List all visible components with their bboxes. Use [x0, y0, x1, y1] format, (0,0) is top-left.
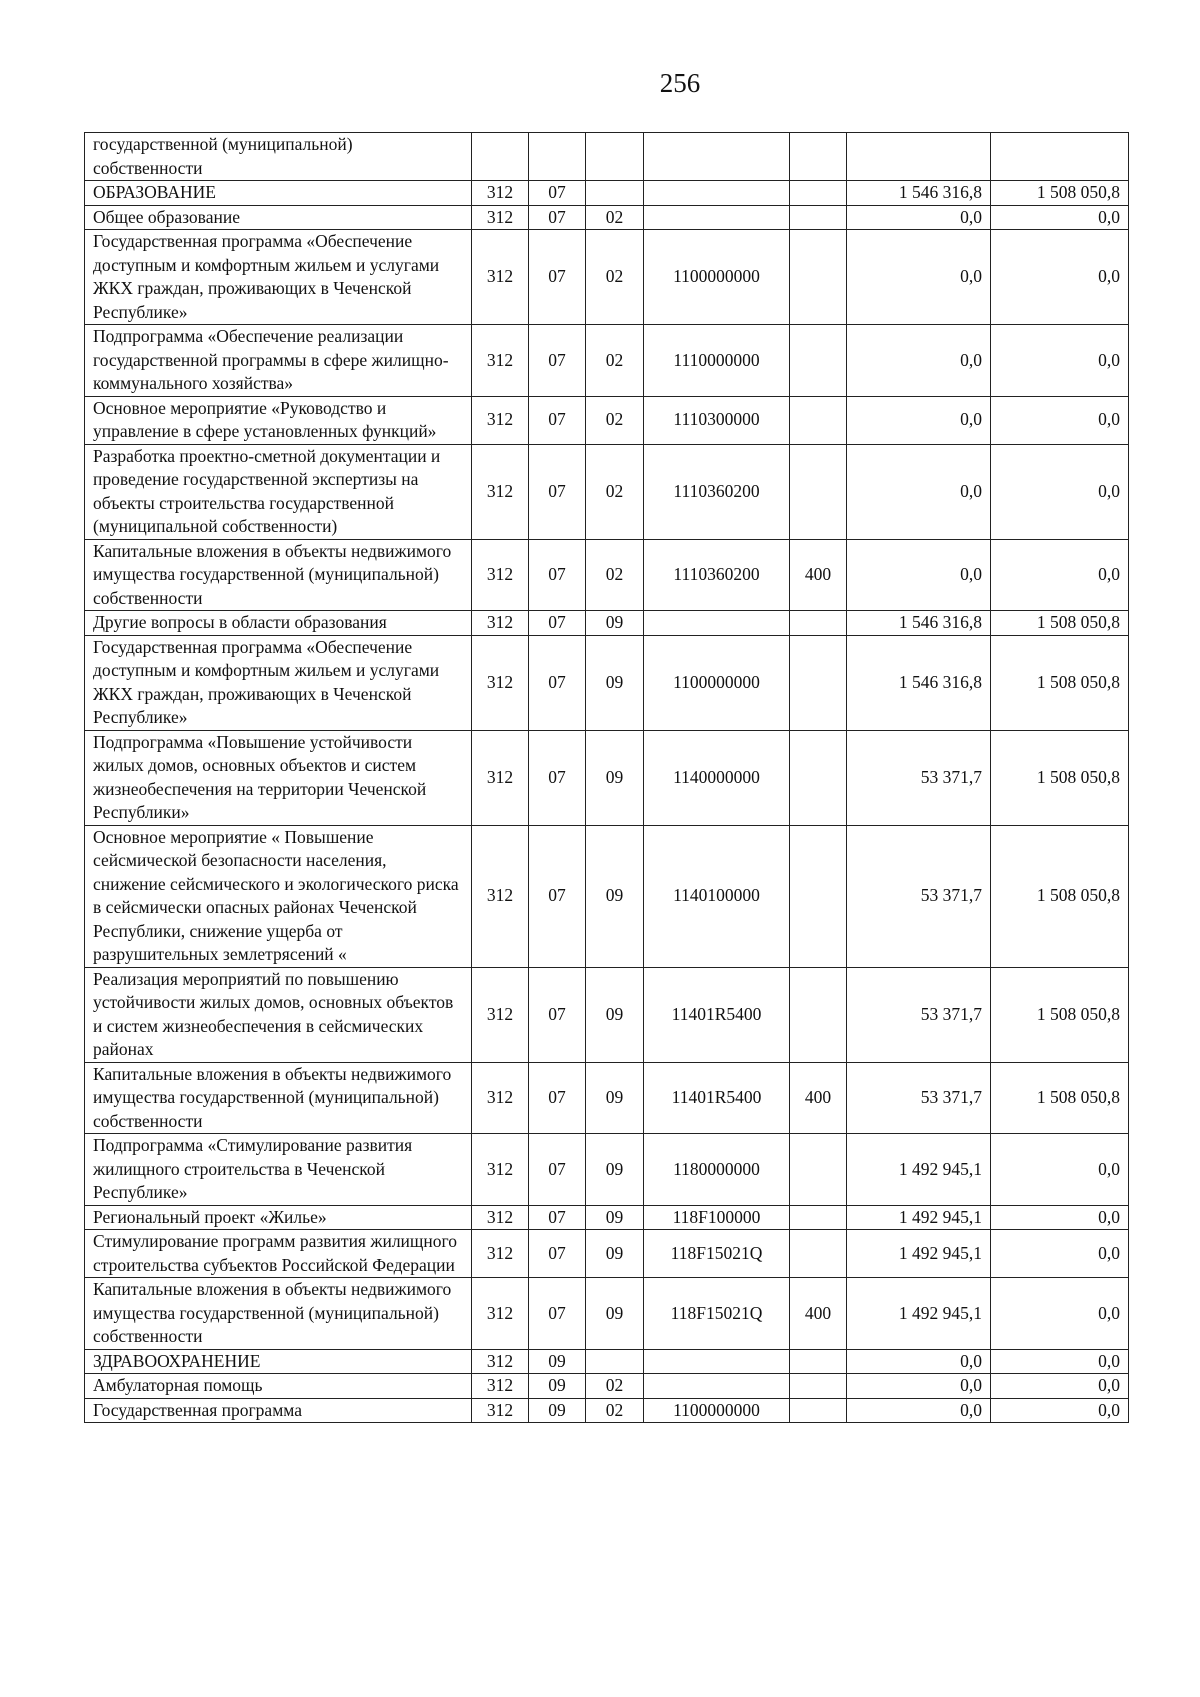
- row-expense-type-cell: [790, 1230, 847, 1278]
- table-row: [85, 1205, 1129, 1230]
- row-name-cell: Государственная программа «Обеспечение доступным и комфортным жильем и услугами ЖКХ граждан, проживающих в Чеченской Республике»: [85, 230, 472, 325]
- table-row: [85, 325, 1129, 397]
- budget-table: [84, 132, 1129, 1423]
- row-code-cell: 312: [472, 635, 529, 730]
- row-amount-year2-cell: 1 508 050,8: [991, 635, 1129, 730]
- row-expense-type-cell: [790, 444, 847, 539]
- row-section-cell: 07: [529, 1230, 586, 1278]
- row-name-cell: Капитальные вложения в объекты недвижимого имущества государственной (муниципальной) собственности: [85, 1062, 472, 1134]
- row-name-cell: Разработка проектно-сметной документации и проведение государственной экспертизы на объекты строительства государственной (муниципальной собственности): [85, 444, 472, 539]
- row-code-cell: 312: [472, 444, 529, 539]
- row-expense-type-cell: [790, 1134, 847, 1206]
- row-amount-year2-cell: 1 508 050,8: [991, 825, 1129, 967]
- row-amount-year2-cell: 0,0: [991, 539, 1129, 611]
- row-subsection-cell: 09: [586, 1205, 644, 1230]
- row-subsection-cell: [586, 1349, 644, 1374]
- row-amount-year1-cell: 53 371,7: [847, 825, 991, 967]
- row-target-article-cell: 1110360200: [644, 444, 790, 539]
- row-expense-type-cell: [790, 325, 847, 397]
- row-expense-type-cell: 400: [790, 539, 847, 611]
- row-amount-year1-cell: [847, 133, 991, 181]
- row-amount-year2-cell: 0,0: [991, 1230, 1129, 1278]
- row-expense-type-cell: [790, 635, 847, 730]
- table-row: [85, 230, 1129, 325]
- row-section-cell: 07: [529, 825, 586, 967]
- table-row: [85, 444, 1129, 539]
- row-target-article-cell: [644, 1349, 790, 1374]
- row-name-cell: Основное мероприятие « Повышение сейсмической безопасности населения, снижение сейсмического и экологического риска в сейсмически опасных районах Чеченской Республики, снижение ущерба от разрушительных землетрясений «: [85, 825, 472, 967]
- row-name-cell: Общее образование: [85, 205, 472, 230]
- table-row: [85, 1230, 1129, 1278]
- table-row: [85, 205, 1129, 230]
- row-section-cell: 07: [529, 1205, 586, 1230]
- row-code-cell: 312: [472, 1349, 529, 1374]
- budget-table-body: [85, 133, 1129, 1423]
- row-target-article-cell: 11401R5400: [644, 967, 790, 1062]
- row-code-cell: 312: [472, 967, 529, 1062]
- row-target-article-cell: 118F100000: [644, 1205, 790, 1230]
- row-subsection-cell: 09: [586, 967, 644, 1062]
- table-row: [85, 635, 1129, 730]
- row-section-cell: 07: [529, 967, 586, 1062]
- row-amount-year1-cell: 0,0: [847, 230, 991, 325]
- row-code-cell: 312: [472, 205, 529, 230]
- row-section-cell: 07: [529, 325, 586, 397]
- row-code-cell: [472, 133, 529, 181]
- table-row: [85, 539, 1129, 611]
- table-row: [85, 1062, 1129, 1134]
- row-amount-year2-cell: 0,0: [991, 1134, 1129, 1206]
- table-row: [85, 133, 1129, 181]
- row-amount-year1-cell: 0,0: [847, 325, 991, 397]
- row-section-cell: 07: [529, 539, 586, 611]
- table-row: [85, 967, 1129, 1062]
- row-target-article-cell: 11401R5400: [644, 1062, 790, 1134]
- row-name-cell: Стимулирование программ развития жилищного строительства субъектов Российской Федерации: [85, 1230, 472, 1278]
- row-code-cell: 312: [472, 1062, 529, 1134]
- row-name-cell: ЗДРАВООХРАНЕНИЕ: [85, 1349, 472, 1374]
- table-row: [85, 1349, 1129, 1374]
- row-section-cell: 07: [529, 230, 586, 325]
- row-target-article-cell: 1100000000: [644, 635, 790, 730]
- row-subsection-cell: 09: [586, 730, 644, 825]
- row-name-cell: Государственная программа «Обеспечение доступным и комфортным жильем и услугами ЖКХ граждан, проживающих в Чеченской Республике»: [85, 635, 472, 730]
- row-subsection-cell: [586, 133, 644, 181]
- row-name-cell: Подпрограмма «Повышение устойчивости жилых домов, основных объектов и систем жизнеобеспечения на территории Чеченской Республики»: [85, 730, 472, 825]
- row-section-cell: 07: [529, 396, 586, 444]
- row-section-cell: [529, 133, 586, 181]
- row-target-article-cell: 1180000000: [644, 1134, 790, 1206]
- row-section-cell: 09: [529, 1398, 586, 1423]
- table-row: [85, 1398, 1129, 1423]
- row-name-cell: Подпрограмма «Стимулирование развития жилищного строительства в Чеченской Республике»: [85, 1134, 472, 1206]
- row-code-cell: 312: [472, 1230, 529, 1278]
- row-amount-year1-cell: 1 546 316,8: [847, 611, 991, 636]
- row-section-cell: 07: [529, 1278, 586, 1350]
- row-amount-year1-cell: 1 492 945,1: [847, 1278, 991, 1350]
- row-code-cell: 312: [472, 1374, 529, 1399]
- row-code-cell: 312: [472, 1278, 529, 1350]
- row-amount-year2-cell: 0,0: [991, 205, 1129, 230]
- row-code-cell: 312: [472, 181, 529, 206]
- row-section-cell: 09: [529, 1349, 586, 1374]
- row-subsection-cell: 02: [586, 539, 644, 611]
- row-name-cell: Основное мероприятие «Руководство и управление в сфере установленных функций»: [85, 396, 472, 444]
- page-number: 256: [659, 68, 701, 98]
- row-amount-year2-cell: 1 508 050,8: [991, 611, 1129, 636]
- row-amount-year1-cell: 1 492 945,1: [847, 1134, 991, 1206]
- row-amount-year2-cell: 0,0: [991, 1278, 1129, 1350]
- table-row: [85, 1374, 1129, 1399]
- row-subsection-cell: 09: [586, 611, 644, 636]
- row-target-article-cell: 1140100000: [644, 825, 790, 967]
- row-expense-type-cell: [790, 967, 847, 1062]
- row-expense-type-cell: [790, 181, 847, 206]
- row-target-article-cell: [644, 133, 790, 181]
- row-subsection-cell: 02: [586, 444, 644, 539]
- row-name-cell: Реализация мероприятий по повышению устойчивости жилых домов, основных объектов и систем жизнеобеспечения в сейсмических районах: [85, 967, 472, 1062]
- row-target-article-cell: 1100000000: [644, 1398, 790, 1423]
- row-code-cell: 312: [472, 611, 529, 636]
- row-code-cell: 312: [472, 825, 529, 967]
- row-subsection-cell: 02: [586, 1374, 644, 1399]
- row-subsection-cell: 09: [586, 1134, 644, 1206]
- row-amount-year1-cell: 0,0: [847, 396, 991, 444]
- row-amount-year2-cell: [991, 133, 1129, 181]
- row-code-cell: 312: [472, 230, 529, 325]
- row-expense-type-cell: [790, 1205, 847, 1230]
- table-row: [85, 730, 1129, 825]
- row-section-cell: 07: [529, 444, 586, 539]
- row-amount-year1-cell: 53 371,7: [847, 730, 991, 825]
- row-section-cell: 07: [529, 1134, 586, 1206]
- row-name-cell: Другие вопросы в области образования: [85, 611, 472, 636]
- row-expense-type-cell: [790, 1349, 847, 1374]
- row-subsection-cell: 09: [586, 635, 644, 730]
- row-section-cell: 07: [529, 730, 586, 825]
- row-target-article-cell: [644, 611, 790, 636]
- row-code-cell: 312: [472, 539, 529, 611]
- row-expense-type-cell: [790, 396, 847, 444]
- row-code-cell: 312: [472, 1205, 529, 1230]
- row-code-cell: 312: [472, 1398, 529, 1423]
- row-name-cell: Капитальные вложения в объекты недвижимого имущества государственной (муниципальной) собственности: [85, 1278, 472, 1350]
- row-target-article-cell: 1110300000: [644, 396, 790, 444]
- row-subsection-cell: 09: [586, 1062, 644, 1134]
- row-amount-year1-cell: 1 546 316,8: [847, 635, 991, 730]
- row-name-cell: государственной (муниципальной) собственности: [85, 133, 472, 181]
- row-amount-year1-cell: 1 546 316,8: [847, 181, 991, 206]
- row-name-cell: Подпрограмма «Обеспечение реализации государственной программы в сфере жилищно-коммунального хозяйства»: [85, 325, 472, 397]
- row-amount-year2-cell: 0,0: [991, 444, 1129, 539]
- row-expense-type-cell: [790, 611, 847, 636]
- row-subsection-cell: [586, 181, 644, 206]
- row-code-cell: 312: [472, 325, 529, 397]
- row-section-cell: 07: [529, 635, 586, 730]
- row-code-cell: 312: [472, 396, 529, 444]
- row-amount-year2-cell: 1 508 050,8: [991, 1062, 1129, 1134]
- row-amount-year1-cell: 1 492 945,1: [847, 1230, 991, 1278]
- row-amount-year1-cell: 0,0: [847, 1349, 991, 1374]
- row-section-cell: 07: [529, 205, 586, 230]
- row-subsection-cell: 02: [586, 396, 644, 444]
- row-target-article-cell: 118F15021Q: [644, 1230, 790, 1278]
- row-expense-type-cell: 400: [790, 1062, 847, 1134]
- row-amount-year2-cell: 1 508 050,8: [991, 181, 1129, 206]
- row-amount-year2-cell: 0,0: [991, 1374, 1129, 1399]
- table-row: [85, 1134, 1129, 1206]
- row-target-article-cell: [644, 205, 790, 230]
- row-amount-year2-cell: 0,0: [991, 1398, 1129, 1423]
- row-amount-year1-cell: 1 492 945,1: [847, 1205, 991, 1230]
- row-target-article-cell: 1100000000: [644, 230, 790, 325]
- row-amount-year2-cell: 1 508 050,8: [991, 967, 1129, 1062]
- row-target-article-cell: [644, 181, 790, 206]
- row-amount-year1-cell: 53 371,7: [847, 967, 991, 1062]
- table-row: [85, 181, 1129, 206]
- row-subsection-cell: 02: [586, 1398, 644, 1423]
- row-amount-year2-cell: 1 508 050,8: [991, 730, 1129, 825]
- row-expense-type-cell: [790, 230, 847, 325]
- row-expense-type-cell: 400: [790, 1278, 847, 1350]
- row-target-article-cell: 1110360200: [644, 539, 790, 611]
- row-expense-type-cell: [790, 133, 847, 181]
- row-section-cell: 09: [529, 1374, 586, 1399]
- table-row: [85, 611, 1129, 636]
- row-amount-year1-cell: 0,0: [847, 444, 991, 539]
- row-name-cell: Государственная программа: [85, 1398, 472, 1423]
- row-amount-year1-cell: 0,0: [847, 205, 991, 230]
- table-row: [85, 396, 1129, 444]
- row-section-cell: 07: [529, 611, 586, 636]
- row-expense-type-cell: [790, 825, 847, 967]
- row-subsection-cell: 09: [586, 825, 644, 967]
- row-name-cell: ОБРАЗОВАНИЕ: [85, 181, 472, 206]
- row-target-article-cell: 1140000000: [644, 730, 790, 825]
- row-amount-year2-cell: 0,0: [991, 396, 1129, 444]
- row-amount-year1-cell: 0,0: [847, 1398, 991, 1423]
- row-section-cell: 07: [529, 181, 586, 206]
- row-target-article-cell: 118F15021Q: [644, 1278, 790, 1350]
- row-amount-year2-cell: 0,0: [991, 230, 1129, 325]
- row-amount-year1-cell: 0,0: [847, 539, 991, 611]
- row-subsection-cell: 02: [586, 325, 644, 397]
- row-subsection-cell: 02: [586, 205, 644, 230]
- row-amount-year1-cell: 0,0: [847, 1374, 991, 1399]
- row-code-cell: 312: [472, 730, 529, 825]
- row-subsection-cell: 09: [586, 1278, 644, 1350]
- row-expense-type-cell: [790, 205, 847, 230]
- row-expense-type-cell: [790, 730, 847, 825]
- row-subsection-cell: 02: [586, 230, 644, 325]
- table-row: [85, 825, 1129, 967]
- row-amount-year2-cell: 0,0: [991, 1349, 1129, 1374]
- row-amount-year2-cell: 0,0: [991, 1205, 1129, 1230]
- row-amount-year1-cell: 53 371,7: [847, 1062, 991, 1134]
- row-target-article-cell: [644, 1374, 790, 1399]
- row-name-cell: Региональный проект «Жилье»: [85, 1205, 472, 1230]
- row-amount-year2-cell: 0,0: [991, 325, 1129, 397]
- row-name-cell: Капитальные вложения в объекты недвижимого имущества государственной (муниципальной) собственности: [85, 539, 472, 611]
- table-row: [85, 1278, 1129, 1350]
- row-name-cell: Амбулаторная помощь: [85, 1374, 472, 1399]
- row-code-cell: 312: [472, 1134, 529, 1206]
- row-subsection-cell: 09: [586, 1230, 644, 1278]
- row-expense-type-cell: [790, 1398, 847, 1423]
- row-section-cell: 07: [529, 1062, 586, 1134]
- row-target-article-cell: 1110000000: [644, 325, 790, 397]
- row-expense-type-cell: [790, 1374, 847, 1399]
